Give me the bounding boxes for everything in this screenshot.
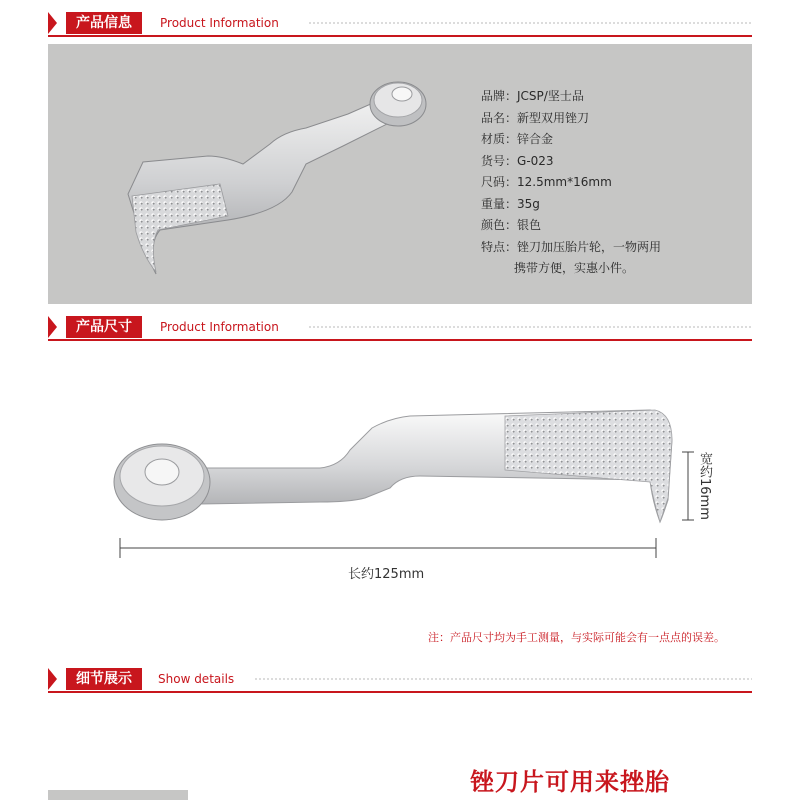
spec-label: 重量：: [481, 196, 518, 211]
spec-list: [481, 86, 661, 280]
detail-caption: 锉刀片可用来挫胎: [470, 768, 670, 796]
length-label: 长约125mm: [348, 567, 425, 582]
spec-row-brand: [481, 86, 661, 108]
spec-row-item-no: [481, 151, 661, 173]
spec-value: 锌合金: [517, 132, 554, 146]
spec-value: JCSP/坚士品: [517, 89, 584, 103]
section-header-product-size: [48, 316, 752, 338]
section-title-cn: 产品尺寸: [66, 316, 142, 338]
spec-label: 品名：: [481, 110, 518, 125]
spec-label: 材质：: [481, 132, 518, 146]
spec-label: 品牌：: [481, 89, 518, 103]
spec-row-name: [481, 108, 661, 130]
header-arrow: [48, 668, 57, 690]
section-title-cn: 产品信息: [66, 12, 142, 34]
header-underline: [48, 691, 752, 693]
dotted-divider: [308, 21, 752, 25]
header-arrow: [48, 12, 57, 34]
dotted-divider: [308, 325, 752, 329]
header-arrow: [48, 316, 57, 338]
section-title-cn: 细节展示: [66, 668, 142, 690]
spec-value: G-023: [517, 153, 554, 168]
spec-value: 35g: [517, 196, 540, 211]
spec-label: 货号：: [481, 153, 518, 168]
spec-value: 12.5mm*16mm: [517, 175, 612, 189]
spec-label: 颜色：: [481, 218, 518, 232]
header-underline: [48, 35, 752, 37]
spec-row-color: [481, 215, 661, 237]
spec-value: 锉刀加压胎片轮，一物两用: [517, 239, 662, 254]
spec-row-material: [481, 129, 661, 151]
spec-row-weight: [481, 194, 661, 216]
detail-photo-edge: [48, 790, 188, 800]
spec-label: 尺码：: [481, 175, 518, 189]
section-title-en: Product Information: [160, 320, 279, 334]
spec-value: 新型双用锉刀: [517, 110, 590, 125]
spec-row-feature: [481, 237, 661, 259]
spec-row-size: [481, 172, 661, 194]
dimension-diagram: [0, 380, 800, 590]
header-underline: [48, 339, 752, 341]
section-title-en: Product Information: [160, 16, 279, 30]
dotted-divider: [254, 677, 752, 681]
spec-row-feature-cont: 携带方便，实惠小件。: [514, 261, 635, 275]
section-title-en: Show details: [158, 672, 235, 686]
section-header-product-info: [48, 12, 752, 34]
width-label: 宽约16mm: [697, 452, 712, 520]
spec-label: 特点：: [481, 239, 518, 254]
measurement-note: 注：产品尺寸均为手工测量，与实际可能会有一点点的误差。: [428, 631, 725, 644]
spec-value: 银色: [517, 218, 542, 232]
section-header-details: [48, 668, 752, 690]
